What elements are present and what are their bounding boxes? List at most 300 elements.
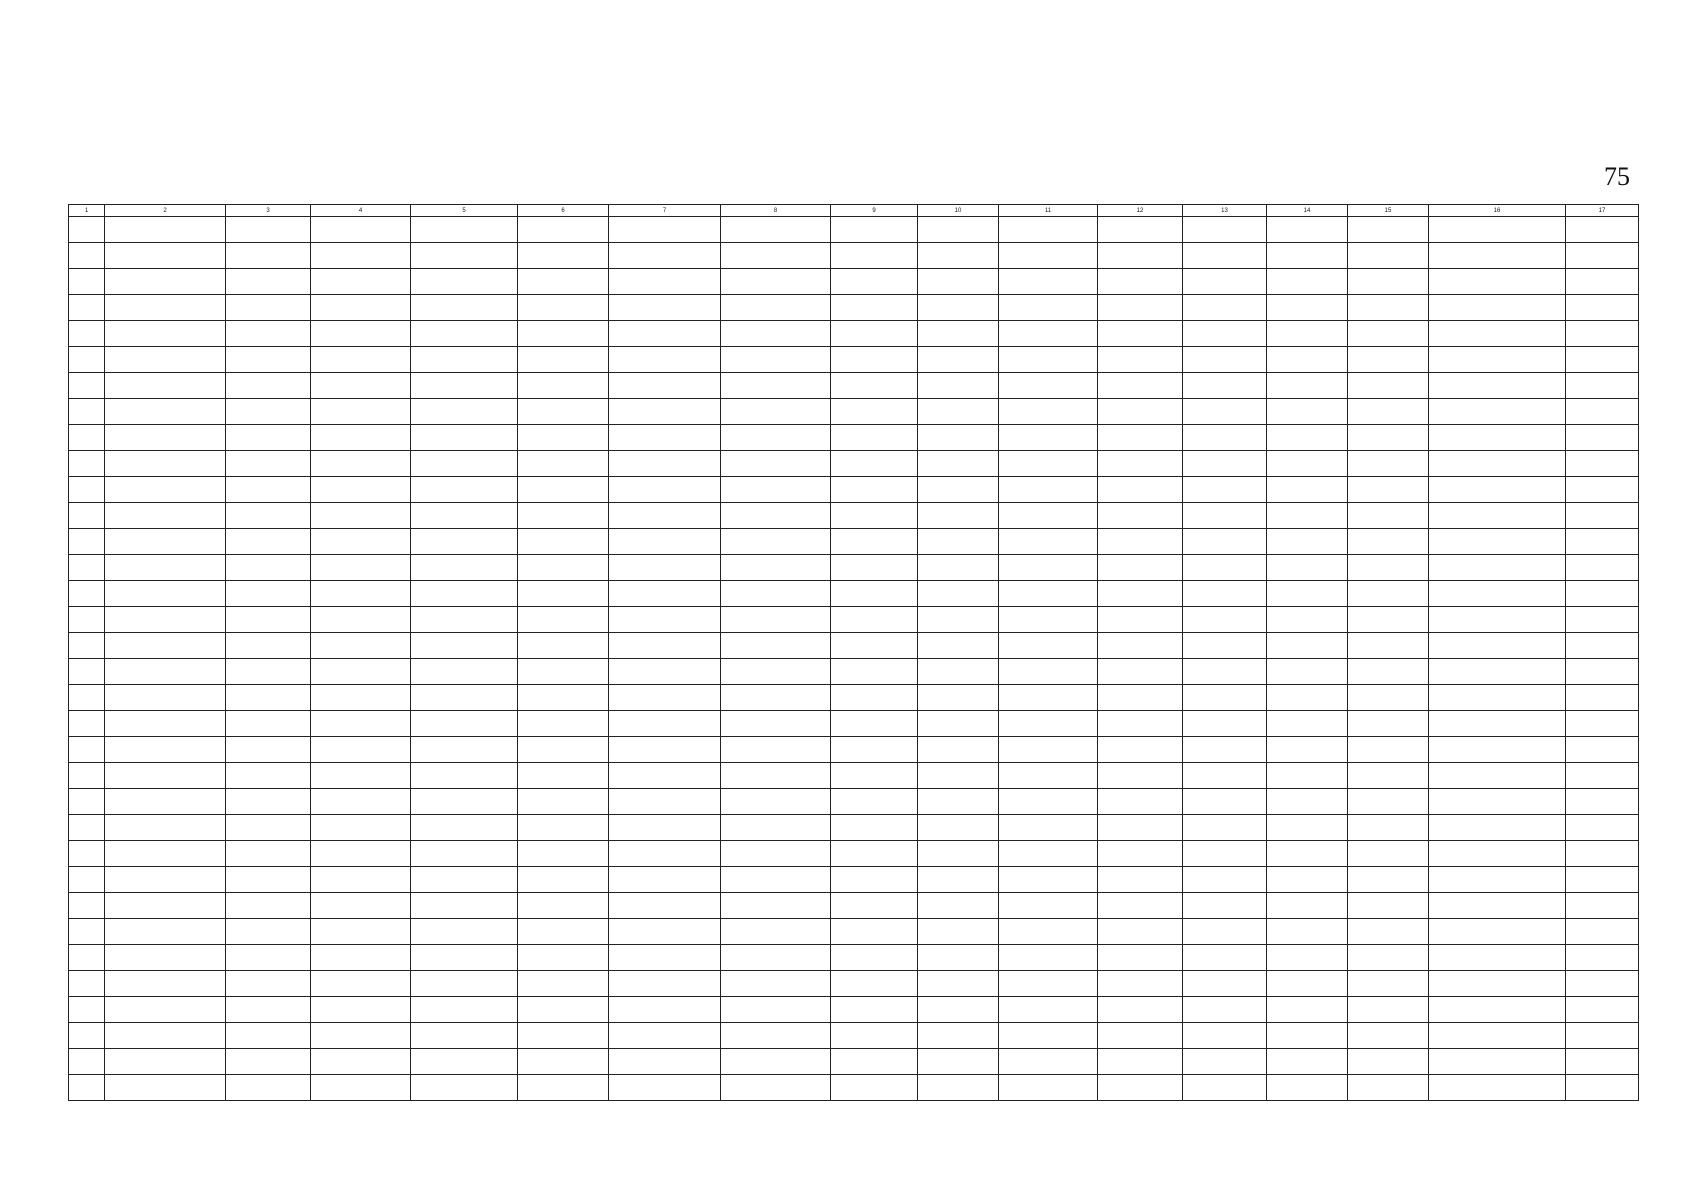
table-cell: [69, 321, 105, 347]
table-cell: [411, 945, 518, 971]
table-cell: [999, 659, 1098, 685]
table-cell: [1348, 217, 1429, 243]
table-cell: [1348, 633, 1429, 659]
table-cell: [1566, 243, 1639, 269]
table-cell: [1429, 945, 1566, 971]
table-cell: [1267, 893, 1348, 919]
table-cell: [1098, 217, 1183, 243]
table-cell: [518, 295, 609, 321]
table-cell: [226, 217, 311, 243]
table-cell: [411, 763, 518, 789]
table-cell: [1348, 711, 1429, 737]
table-cell: [1183, 997, 1267, 1023]
table-cell: [1098, 633, 1183, 659]
table-cell: [1183, 581, 1267, 607]
table-cell: [518, 841, 609, 867]
table-cell: [226, 373, 311, 399]
table-cell: [1348, 399, 1429, 425]
table-row: [69, 503, 1639, 529]
table-cell: [1566, 581, 1639, 607]
table-cell: [518, 997, 609, 1023]
table-cell: [411, 477, 518, 503]
table-cell: [69, 711, 105, 737]
table-cell: [1267, 1049, 1348, 1075]
table-cell: [721, 997, 831, 1023]
table-cell: [999, 347, 1098, 373]
table-cell: [609, 1075, 721, 1101]
table-cell: [1183, 347, 1267, 373]
column-number: 13: [1183, 205, 1267, 217]
table-cell: [609, 789, 721, 815]
table-cell: [1183, 425, 1267, 451]
table-cell: [609, 815, 721, 841]
table-cell: [609, 633, 721, 659]
table-cell: [1098, 269, 1183, 295]
table-cell: [1098, 503, 1183, 529]
table-cell: [105, 1049, 226, 1075]
table-cell: [609, 477, 721, 503]
table-cell: [721, 971, 831, 997]
table-cell: [1429, 789, 1566, 815]
table-cell: [105, 269, 226, 295]
table-cell: [105, 581, 226, 607]
table-cell: [1566, 321, 1639, 347]
column-number: 9: [831, 205, 918, 217]
table-cell: [1098, 945, 1183, 971]
table-cell: [999, 945, 1098, 971]
table-cell: [609, 919, 721, 945]
table-cell: [831, 711, 918, 737]
table-cell: [1429, 477, 1566, 503]
table-cell: [831, 217, 918, 243]
table-cell: [1267, 399, 1348, 425]
table-cell: [1267, 269, 1348, 295]
table-cell: [831, 1049, 918, 1075]
table-row: [69, 295, 1639, 321]
table-cell: [311, 971, 411, 997]
table-cell: [918, 711, 999, 737]
table-row: [69, 321, 1639, 347]
table-cell: [1566, 763, 1639, 789]
table-cell: [831, 399, 918, 425]
table-cell: [411, 581, 518, 607]
table-cell: [411, 841, 518, 867]
table-cell: [1098, 607, 1183, 633]
table-cell: [1098, 477, 1183, 503]
table-cell: [411, 685, 518, 711]
table-cell: [69, 555, 105, 581]
table-cell: [411, 607, 518, 633]
table-cell: [226, 789, 311, 815]
table-cell: [831, 763, 918, 789]
table-cell: [105, 633, 226, 659]
table-cell: [831, 581, 918, 607]
table-cell: [1348, 685, 1429, 711]
table-cell: [1429, 685, 1566, 711]
table-cell: [411, 997, 518, 1023]
table-cell: [411, 321, 518, 347]
table-cell: [1348, 295, 1429, 321]
table-row: [69, 425, 1639, 451]
table-cell: [609, 555, 721, 581]
table-cell: [1267, 815, 1348, 841]
table-cell: [1098, 321, 1183, 347]
table-cell: [831, 295, 918, 321]
table-cell: [1429, 763, 1566, 789]
table-cell: [1429, 425, 1566, 451]
table-cell: [999, 867, 1098, 893]
table-cell: [518, 581, 609, 607]
table-cell: [226, 711, 311, 737]
table-cell: [831, 555, 918, 581]
table-cell: [918, 269, 999, 295]
table-cell: [518, 815, 609, 841]
table-cell: [999, 737, 1098, 763]
table-cell: [831, 321, 918, 347]
table-cell: [1183, 503, 1267, 529]
table-cell: [609, 581, 721, 607]
table-cell: [1429, 867, 1566, 893]
table-cell: [226, 399, 311, 425]
table-cell: [999, 607, 1098, 633]
table-cell: [311, 425, 411, 451]
table-cell: [411, 295, 518, 321]
table-row: [69, 373, 1639, 399]
table-cell: [69, 893, 105, 919]
table-cell: [1267, 971, 1348, 997]
table-cell: [721, 373, 831, 399]
table-cell: [721, 529, 831, 555]
table-cell: [1098, 373, 1183, 399]
table-cell: [1348, 997, 1429, 1023]
table-cell: [1348, 477, 1429, 503]
table-row: [69, 1049, 1639, 1075]
table-cell: [311, 399, 411, 425]
table-row: [69, 1075, 1639, 1101]
table-cell: [609, 607, 721, 633]
table-cell: [1348, 659, 1429, 685]
table-cell: [311, 919, 411, 945]
table-cell: [721, 269, 831, 295]
table-cell: [721, 1075, 831, 1101]
table-cell: [918, 581, 999, 607]
table-cell: [411, 399, 518, 425]
table-cell: [311, 685, 411, 711]
table-cell: [1183, 1023, 1267, 1049]
table-cell: [1566, 477, 1639, 503]
table-cell: [999, 217, 1098, 243]
table-row: [69, 607, 1639, 633]
table-cell: [1348, 1023, 1429, 1049]
table-cell: [1429, 997, 1566, 1023]
table-cell: [1429, 607, 1566, 633]
table-cell: [831, 737, 918, 763]
table-cell: [1183, 399, 1267, 425]
table-cell: [518, 243, 609, 269]
table-cell: [609, 321, 721, 347]
table-cell: [1267, 503, 1348, 529]
table-cell: [1183, 763, 1267, 789]
table-cell: [411, 659, 518, 685]
table-cell: [609, 451, 721, 477]
table-cell: [999, 1023, 1098, 1049]
table-cell: [226, 503, 311, 529]
table-cell: [311, 347, 411, 373]
table-cell: [105, 1023, 226, 1049]
table-cell: [1267, 789, 1348, 815]
table-cell: [1098, 1075, 1183, 1101]
table-cell: [311, 555, 411, 581]
table-cell: [1098, 555, 1183, 581]
table-cell: [311, 373, 411, 399]
table-cell: [609, 711, 721, 737]
table-cell: [311, 321, 411, 347]
table-cell: [721, 321, 831, 347]
table-cell: [721, 581, 831, 607]
table-cell: [226, 971, 311, 997]
table-cell: [311, 607, 411, 633]
table-cell: [721, 295, 831, 321]
table-cell: [1566, 373, 1639, 399]
table-cell: [918, 815, 999, 841]
table-cell: [721, 763, 831, 789]
table-cell: [1348, 919, 1429, 945]
table-cell: [1429, 529, 1566, 555]
table-cell: [1183, 269, 1267, 295]
table-cell: [518, 893, 609, 919]
table-cell: [518, 607, 609, 633]
table-cell: [609, 399, 721, 425]
table-cell: [311, 451, 411, 477]
table-cell: [105, 243, 226, 269]
registry-table: [68, 204, 1639, 1101]
table-cell: [721, 893, 831, 919]
table-cell: [411, 789, 518, 815]
table-cell: [918, 737, 999, 763]
table-cell: [721, 425, 831, 451]
table-cell: [721, 451, 831, 477]
table-cell: [69, 295, 105, 321]
table-cell: [1183, 685, 1267, 711]
table-cell: [831, 269, 918, 295]
table-cell: [105, 295, 226, 321]
table-cell: [518, 451, 609, 477]
table-cell: [411, 347, 518, 373]
table-cell: [1566, 841, 1639, 867]
table-cell: [105, 737, 226, 763]
table-cell: [831, 529, 918, 555]
table-cell: [105, 555, 226, 581]
table-row: [69, 217, 1639, 243]
table-cell: [1267, 737, 1348, 763]
table-cell: [918, 1049, 999, 1075]
table-row: [69, 841, 1639, 867]
table-cell: [518, 971, 609, 997]
table-cell: [518, 425, 609, 451]
table-cell: [721, 607, 831, 633]
table-cell: [1429, 373, 1566, 399]
table-cell: [1183, 1049, 1267, 1075]
table-cell: [831, 685, 918, 711]
table-cell: [999, 321, 1098, 347]
table-cell: [1267, 425, 1348, 451]
table-cell: [1348, 321, 1429, 347]
table-cell: [226, 243, 311, 269]
table-cell: [226, 867, 311, 893]
table-cell: [518, 633, 609, 659]
table-cell: [1098, 789, 1183, 815]
table-cell: [1098, 243, 1183, 269]
table-cell: [1183, 477, 1267, 503]
table-cell: [1566, 607, 1639, 633]
table-cell: [1183, 217, 1267, 243]
table-cell: [69, 503, 105, 529]
table-cell: [1348, 763, 1429, 789]
table-cell: [1183, 373, 1267, 399]
table-cell: [1429, 555, 1566, 581]
table-cell: [226, 659, 311, 685]
table-cell: [1348, 425, 1429, 451]
table-cell: [311, 477, 411, 503]
table-cell: [226, 607, 311, 633]
table-cell: [918, 841, 999, 867]
table-cell: [1348, 581, 1429, 607]
table-cell: [1267, 1023, 1348, 1049]
table-cell: [518, 477, 609, 503]
table-cell: [1098, 347, 1183, 373]
table-cell: [105, 789, 226, 815]
table-row: [69, 529, 1639, 555]
table-cell: [1429, 1023, 1566, 1049]
table-cell: [1348, 1049, 1429, 1075]
table-cell: [609, 347, 721, 373]
table-cell: [311, 1023, 411, 1049]
table-cell: [1429, 269, 1566, 295]
table-cell: [609, 243, 721, 269]
table-cell: [226, 737, 311, 763]
column-number: 16: [1429, 205, 1566, 217]
table-cell: [518, 373, 609, 399]
table-cell: [999, 581, 1098, 607]
table-cell: [999, 425, 1098, 451]
table-cell: [1098, 997, 1183, 1023]
table-row: [69, 997, 1639, 1023]
table-cell: [69, 867, 105, 893]
column-number-row: [69, 205, 1639, 217]
column-number: 5: [411, 205, 518, 217]
table-cell: [1566, 1023, 1639, 1049]
table-cell: [721, 789, 831, 815]
table-row: [69, 919, 1639, 945]
table-cell: [411, 893, 518, 919]
table-cell: [831, 997, 918, 1023]
table-cell: [311, 217, 411, 243]
table-cell: [1098, 841, 1183, 867]
table-cell: [1098, 711, 1183, 737]
table-cell: [105, 321, 226, 347]
table-cell: [1348, 789, 1429, 815]
table-cell: [69, 1075, 105, 1101]
table-cell: [1429, 321, 1566, 347]
column-number: 15: [1348, 205, 1429, 217]
table-cell: [1566, 451, 1639, 477]
table-cell: [721, 685, 831, 711]
table-cell: [226, 581, 311, 607]
table-cell: [721, 841, 831, 867]
table-row: [69, 763, 1639, 789]
table-cell: [721, 399, 831, 425]
table-cell: [1429, 1075, 1566, 1101]
table-cell: [311, 945, 411, 971]
table-cell: [69, 399, 105, 425]
table-cell: [999, 763, 1098, 789]
table-cell: [1183, 711, 1267, 737]
table-cell: [226, 997, 311, 1023]
table-cell: [1429, 893, 1566, 919]
table-cell: [831, 1023, 918, 1049]
table-cell: [609, 295, 721, 321]
table-cell: [69, 269, 105, 295]
table-cell: [831, 425, 918, 451]
table-cell: [918, 295, 999, 321]
table-cell: [831, 477, 918, 503]
table-cell: [609, 893, 721, 919]
table-cell: [1183, 607, 1267, 633]
table-cell: [518, 1023, 609, 1049]
table-cell: [1098, 1049, 1183, 1075]
table-cell: [411, 555, 518, 581]
table-cell: [226, 269, 311, 295]
table-cell: [1098, 893, 1183, 919]
table-cell: [1566, 997, 1639, 1023]
table-cell: [1348, 347, 1429, 373]
table-cell: [518, 503, 609, 529]
table-cell: [831, 347, 918, 373]
table-cell: [1183, 555, 1267, 581]
table-cell: [1183, 789, 1267, 815]
table-cell: [918, 607, 999, 633]
table-cell: [69, 477, 105, 503]
table-cell: [1098, 659, 1183, 685]
table-cell: [999, 841, 1098, 867]
table-cell: [1267, 841, 1348, 867]
table-cell: [411, 373, 518, 399]
table-row: [69, 893, 1639, 919]
table-cell: [1267, 477, 1348, 503]
table-row: [69, 867, 1639, 893]
table-cell: [609, 373, 721, 399]
table-cell: [609, 217, 721, 243]
table-cell: [311, 997, 411, 1023]
table-cell: [918, 217, 999, 243]
table-cell: [411, 1075, 518, 1101]
table-cell: [831, 867, 918, 893]
table-cell: [1429, 295, 1566, 321]
table-cell: [1183, 971, 1267, 997]
table-cell: [1183, 243, 1267, 269]
table-cell: [918, 477, 999, 503]
table-cell: [918, 971, 999, 997]
table-cell: [1566, 295, 1639, 321]
table-cell: [105, 685, 226, 711]
table-cell: [411, 1023, 518, 1049]
table-cell: [105, 841, 226, 867]
table-cell: [609, 867, 721, 893]
table-cell: [721, 737, 831, 763]
table-cell: [69, 529, 105, 555]
table-cell: [918, 789, 999, 815]
table-cell: [226, 841, 311, 867]
